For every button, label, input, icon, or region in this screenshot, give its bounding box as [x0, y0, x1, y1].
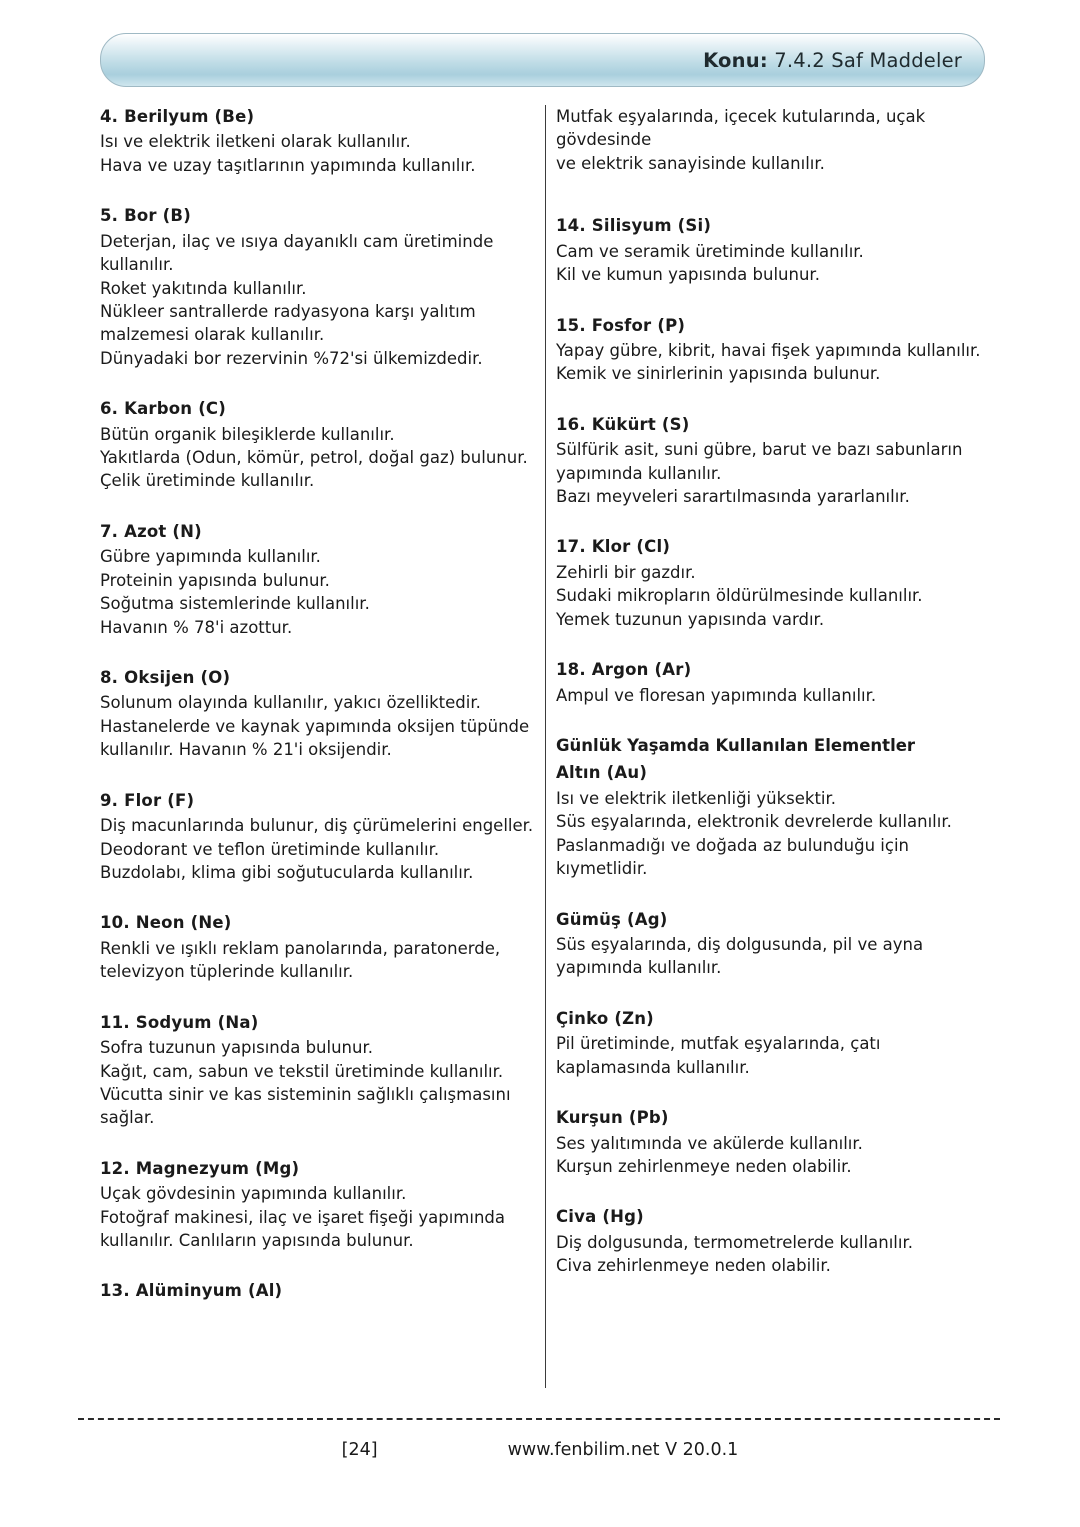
element-line: Buzdolabı, klima gibi soğutucularda kullanılır. [100, 862, 474, 882]
element-entry-continued [556, 105, 996, 175]
topic-label: Konu: [703, 48, 768, 72]
element-line: Solunum olayında kullanılır, yakıcı özelliktedir. [100, 693, 481, 713]
topic-header-banner [100, 33, 985, 87]
element-entry [556, 1007, 996, 1079]
right-column [556, 105, 996, 1278]
element-line: Diş dolgusunda, termometrelerde kullanılır. [556, 1232, 913, 1252]
element-title: Kurşun (Pb) [556, 1108, 669, 1128]
element-line: Proteinin yapısında bulunur. [100, 570, 330, 590]
element-line: Dünyadaki bor rezervinin %72'si ülkemizdedir. [100, 348, 483, 368]
document-body [0, 105, 1080, 1395]
element-line: Paslanmadığı ve doğada az bulunduğu için kıymetlidir. [556, 835, 910, 879]
source-site: www.fenbilim.net V 20.0.1 [507, 1440, 739, 1460]
element-line: Sudaki mikropların öldürülmesinde kullanılır. [556, 586, 923, 606]
element-title: 8. Oksijen (O) [100, 668, 231, 688]
element-line: Renkli ve ışıklı reklam panolarında, paratonerde, televizyon tüplerinde kullanılır. [100, 938, 501, 982]
element-title: Çinko (Zn) [556, 1008, 654, 1028]
element-entry [556, 1106, 996, 1178]
element-line: ve elektrik sanayisinde kullanılır. [556, 153, 825, 173]
page-title [703, 49, 962, 72]
element-line: Hava ve uzay taşıtlarının yapımında kullanılır. [100, 155, 476, 175]
element-entry [100, 1011, 540, 1130]
element-entry [100, 105, 540, 177]
element-entry [556, 658, 996, 707]
element-line: Civa zehirlenmeye neden olabilir. [556, 1256, 831, 1276]
element-title: 5. Bor (B) [100, 206, 191, 226]
element-line: Isı ve elektrik iletkenliği yüksektir. [556, 788, 837, 808]
element-title: 7. Azot (N) [100, 521, 202, 541]
element-title: 12. Magnezyum (Mg) [100, 1158, 300, 1178]
element-line: Gübre yapımında kullanılır. [100, 547, 321, 567]
page-footer [0, 1440, 1080, 1460]
element-entry [100, 911, 540, 983]
element-entry [556, 535, 996, 631]
element-line: Sofra tuzunun yapısında bulunur. [100, 1038, 373, 1058]
element-entry [100, 204, 540, 370]
element-title: 16. Kükürt (S) [556, 414, 690, 434]
column-divider [545, 105, 546, 1388]
section-heading: Günlük Yaşamda Kullanılan Elementler [556, 736, 916, 756]
element-line: Kağıt, cam, sabun ve tekstil üretiminde kullanılır. [100, 1061, 504, 1081]
element-line: Yapay gübre, kibrit, havai fişek yapımında kullanılır. [556, 340, 981, 360]
element-title: Civa (Hg) [556, 1207, 644, 1227]
element-title: 6. Karbon (C) [100, 399, 226, 419]
element-line: Pil üretiminde, mutfak eşyalarında, çatı kaplamasında kullanılır. [556, 1034, 881, 1077]
element-entry [100, 666, 540, 762]
element-line: Isı ve elektrik iletkeni olarak kullanılır. [100, 132, 411, 152]
element-line: Havanın % 78'i azottur. [100, 617, 293, 637]
element-title: 9. Flor (F) [100, 790, 195, 810]
element-entry [556, 314, 996, 386]
element-entry [100, 1279, 540, 1302]
element-line: Zehirli bir gazdır. [556, 562, 696, 582]
element-entry [556, 908, 996, 980]
element-entry [556, 1205, 996, 1277]
element-line: Diş macunlarında bulunur, diş çürümelerini engeller. [100, 816, 534, 836]
element-title: 10. Neon (Ne) [100, 913, 232, 933]
element-line: Yakıtlarda (Odun, kömür, petrol, doğal gaz) bulunur. [100, 448, 528, 468]
element-line: Uçak gövdesinin yapımında kullanılır. [100, 1184, 407, 1204]
footer-divider [78, 1418, 1000, 1420]
element-title: 14. Silisyum (Si) [556, 216, 712, 236]
element-line: Kurşun zehirlenmeye neden olabilir. [556, 1156, 852, 1176]
element-entry [100, 789, 540, 885]
element-entry [100, 1157, 540, 1253]
element-entry [556, 761, 996, 880]
element-title: 15. Fosfor (P) [556, 315, 686, 335]
element-line: Yemek tuzunun yapısında vardır. [556, 609, 825, 629]
element-line: Bazı meyveleri sarartılmasında yararlanılır. [556, 487, 910, 507]
element-line: Ampul ve floresan yapımında kullanılır. [556, 685, 877, 705]
element-line: Mutfak eşyalarında, içecek kutularında, uçak gövdesinde [556, 107, 926, 150]
element-line: Ses yalıtımında ve akülerde kullanılır. [556, 1133, 863, 1153]
element-entry [100, 397, 540, 493]
element-line: Cam ve seramik üretiminde kullanılır. [556, 241, 864, 261]
element-entry [556, 413, 996, 509]
element-line: Nükleer santrallerde radyasyona karşı yalıtım malzemesi olarak kullanılır. [100, 301, 476, 345]
page-number: [24] [341, 1440, 378, 1460]
spacer [556, 202, 996, 214]
element-line: Süs eşyalarında, diş dolgusunda, pil ve ayna yapımında kullanılır. [556, 934, 924, 978]
element-line: Kemik ve sinirlerinin yapısında bulunur. [556, 364, 881, 384]
element-line: Deterjan, ilaç ve ısıya dayanıklı cam üretiminde kullanılır. [100, 231, 494, 275]
element-line: Kil ve kumun yapısında bulunur. [556, 265, 820, 285]
element-line: Süs eşyalarında, elektronik devrelerde kullanılır. [556, 812, 952, 832]
element-line: Vücutta sinir ve kas sisteminin sağlıklı çalışmasını sağlar. [100, 1084, 511, 1128]
element-line: Soğutma sistemlerinde kullanılır. [100, 594, 370, 614]
element-entry [100, 520, 540, 639]
element-entry [556, 214, 996, 286]
element-title: 13. Alüminyum (Al) [100, 1281, 283, 1301]
element-line: Bütün organik bileşiklerde kullanılır. [100, 424, 395, 444]
element-title: 17. Klor (Cl) [556, 537, 671, 557]
element-line: Sülfürik asit, suni gübre, barut ve bazı sabunların yapımında kullanılır. [556, 440, 963, 483]
element-line: Hastanelerde ve kaynak yapımında oksijen tüpünde kullanılır. Havanın % 21'i oksijendir. [100, 716, 530, 760]
left-column [100, 105, 540, 1305]
element-title: Gümüş (Ag) [556, 909, 668, 929]
element-line: Çelik üretiminde kullanılır. [100, 471, 315, 491]
daily-life-section [556, 734, 996, 1278]
element-line: Deodorant ve teflon üretiminde kullanılır. [100, 839, 440, 859]
element-title: 18. Argon (Ar) [556, 660, 692, 680]
element-line: Roket yakıtında kullanılır. [100, 278, 307, 298]
element-line: Fotoğraf makinesi, ilaç ve işaret fişeği yapımında kullanılır. Canlıların yapısında bulunur. [100, 1207, 505, 1251]
element-title: 11. Sodyum (Na) [100, 1012, 259, 1032]
topic-value: 7.4.2 Saf Maddeler [774, 48, 962, 72]
element-title: 4. Berilyum (Be) [100, 107, 255, 126]
element-title: Altın (Au) [556, 763, 648, 783]
